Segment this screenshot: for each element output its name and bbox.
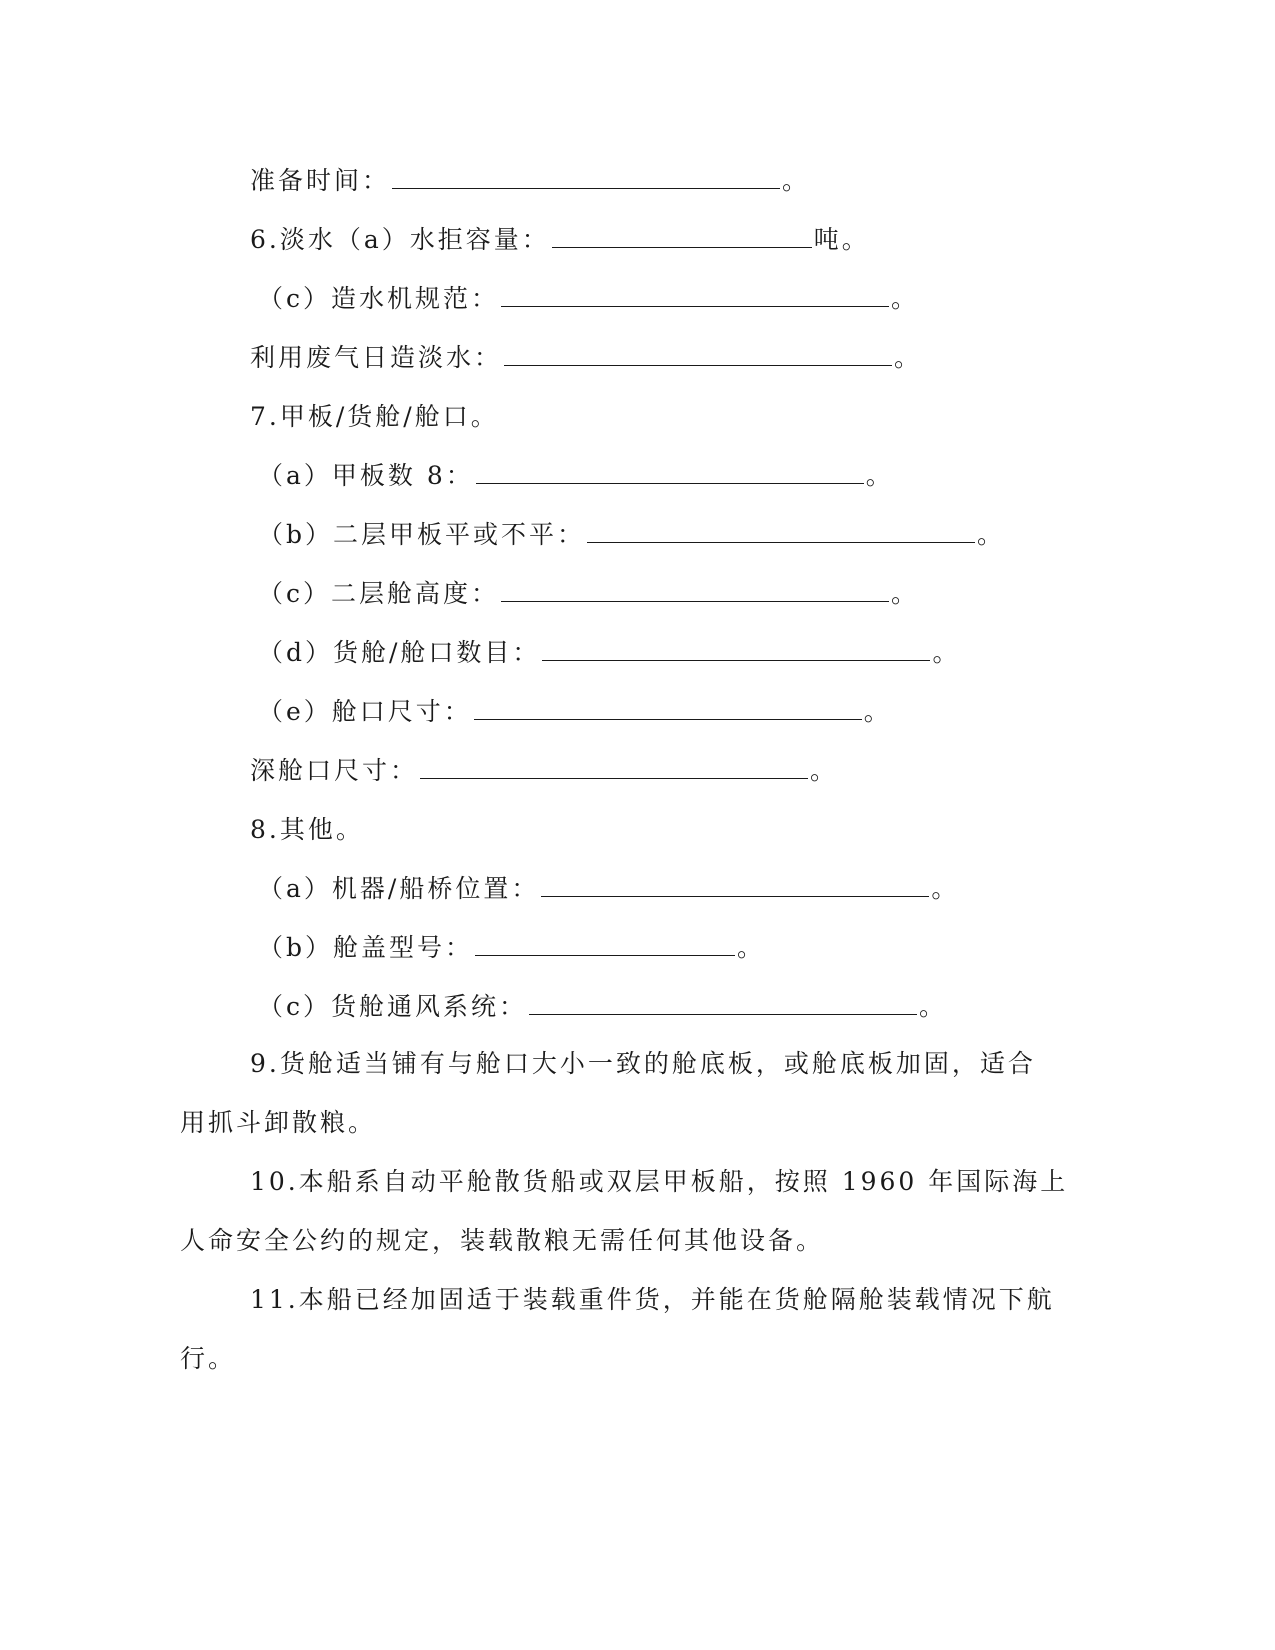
paragraph-10-line1 (250, 1164, 1068, 1200)
paragraph-9-line2 (180, 1105, 376, 1141)
field-label: （c）造水机规范： (258, 284, 500, 313)
field-prep-time (250, 163, 810, 199)
field-freshwater-capacity (250, 222, 870, 258)
field-exhaust-freshwater (250, 340, 922, 376)
field-label: 6.淡水（a）水拒容量： (250, 225, 550, 254)
field-suffix: 。 (977, 520, 1006, 549)
field-suffix: 。 (919, 992, 948, 1021)
blank-line[interactable] (420, 754, 808, 779)
field-suffix: 。 (782, 166, 811, 195)
field-suffix: 。 (931, 874, 960, 903)
field-suffix: 。 (891, 579, 920, 608)
blank-line[interactable] (474, 695, 862, 720)
field-hold-ventilation (258, 989, 947, 1025)
field-hold-hatch-count (258, 635, 960, 671)
blank-line[interactable] (542, 636, 930, 661)
field-engine-bridge-position (258, 871, 959, 907)
paragraph-9-line1 (250, 1046, 1036, 1082)
blank-line[interactable] (504, 341, 892, 366)
field-deck-count (258, 458, 894, 494)
paragraph-text: 用抓斗卸散粮。 (180, 1108, 377, 1137)
paragraph-11-line1 (250, 1282, 1055, 1318)
paragraph-text: 行。 (180, 1344, 237, 1373)
field-label: （c）二层舱高度： (258, 579, 500, 608)
field-label: （b）二层甲板平或不平： (258, 520, 586, 549)
field-tweendeck-flat (258, 517, 1005, 553)
field-suffix: 。 (863, 697, 892, 726)
field-suffix: 。 (737, 933, 766, 962)
section-heading: 8.其他。 (250, 815, 364, 844)
field-tweendeck-height (258, 576, 919, 612)
field-suffix: 。 (810, 756, 839, 785)
field-suffix: 。 (932, 638, 961, 667)
blank-line[interactable] (475, 931, 735, 956)
field-suffix: 。 (865, 461, 894, 490)
field-water-maker-spec (258, 281, 919, 317)
field-suffix: 。 (891, 284, 920, 313)
field-label: 利用废气日造淡水： (250, 343, 503, 372)
section-heading: 7.甲板/货舱/舱口。 (250, 402, 499, 431)
paragraph-text: 11.本船已经加固适于装载重件货，并能在货舱隔舱装载情况下航 (250, 1285, 1055, 1314)
blank-line[interactable] (392, 164, 780, 189)
field-label: 准备时间： (250, 166, 391, 195)
field-deep-tank-hatch-size (250, 753, 838, 789)
blank-line[interactable] (476, 459, 864, 484)
blank-line[interactable] (529, 990, 917, 1015)
field-hatch-size (258, 694, 892, 730)
field-suffix: 。 (894, 343, 923, 372)
blank-line[interactable] (501, 282, 889, 307)
field-label: 深舱口尺寸： (250, 756, 419, 785)
paragraph-10-line2 (180, 1223, 824, 1259)
paragraph-11-line2 (180, 1341, 236, 1377)
field-label: （b）舱盖型号： (258, 933, 474, 962)
paragraph-text: 10.本船系自动平舱散货船或双层甲板船，按照 1960 年国际海上 (250, 1167, 1069, 1196)
section-heading-deck (250, 399, 499, 435)
field-suffix: 吨。 (813, 225, 870, 254)
field-label: （a）甲板数 8： (258, 461, 474, 490)
blank-line[interactable] (587, 518, 975, 543)
blank-line[interactable] (501, 577, 889, 602)
blank-line[interactable] (541, 872, 929, 897)
paragraph-text: 人命安全公约的规定，装载散粮无需任何其他设备。 (180, 1226, 825, 1255)
blank-line[interactable] (552, 223, 812, 248)
field-label: （a）机器/船桥位置： (258, 874, 540, 903)
section-heading-other (250, 812, 364, 848)
field-label: （c）货舱通风系统： (258, 992, 528, 1021)
paragraph-text: 9.货舱适当铺有与舱口大小一致的舱底板，或舱底板加固，适合 (250, 1049, 1036, 1078)
field-hatch-cover-type (258, 930, 765, 966)
field-label: （d）货舱/舱口数目： (258, 638, 541, 667)
field-label: （e）舱口尺寸： (258, 697, 472, 726)
